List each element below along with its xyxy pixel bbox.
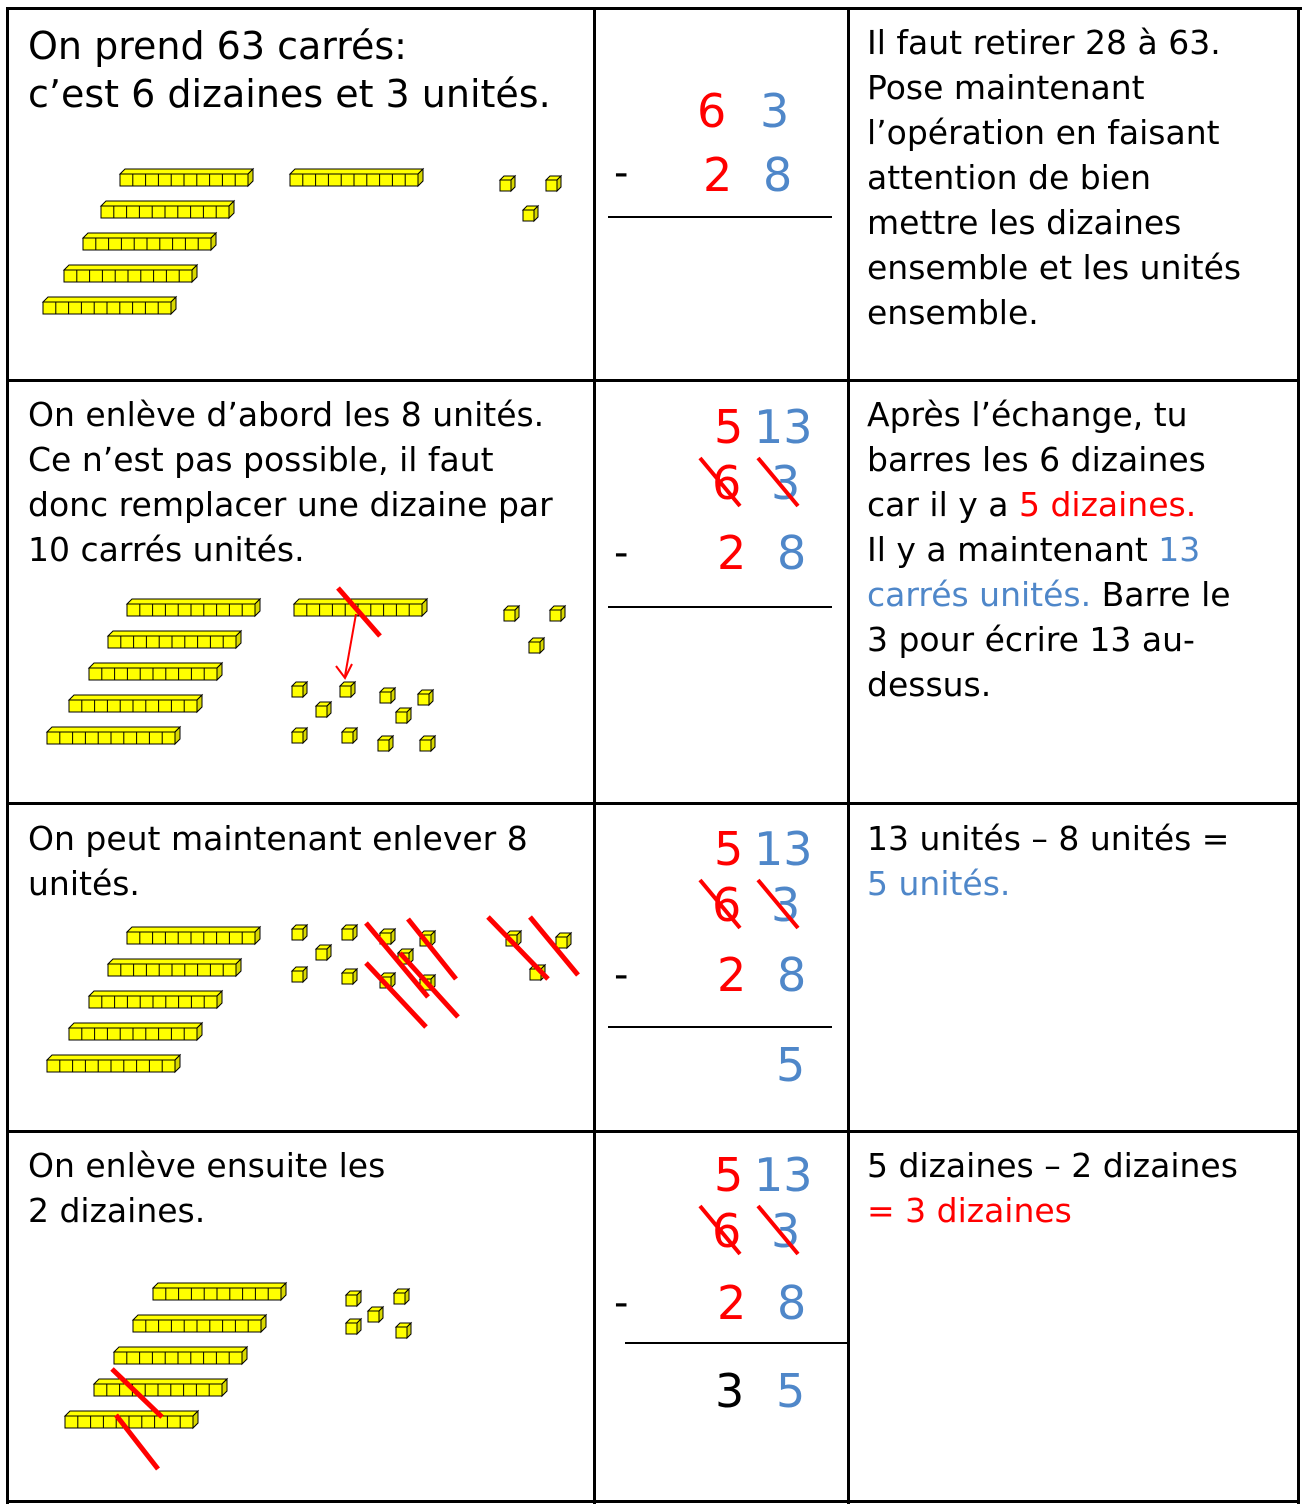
ten-rod xyxy=(108,631,241,648)
row3-new-units: 13 xyxy=(754,822,813,876)
unit-cube xyxy=(523,206,538,221)
ten-rod xyxy=(89,663,222,680)
ten-rod xyxy=(153,1283,286,1300)
unit-cube xyxy=(346,1319,361,1334)
row4-crossed-units: 3 xyxy=(771,1204,801,1258)
unit-cube xyxy=(292,682,307,697)
row4-operation-line xyxy=(625,1342,847,1344)
ten-rod xyxy=(127,927,260,944)
ten-rod xyxy=(101,201,234,218)
unit-cube xyxy=(418,690,433,705)
unit-cube xyxy=(396,1323,411,1338)
row3-subtrahend-tens: 2 xyxy=(717,948,747,1002)
ten-rod xyxy=(120,169,253,186)
row2-subtrahend-tens: 2 xyxy=(717,526,747,580)
ten-rod xyxy=(94,1379,227,1396)
unit-cube xyxy=(346,1291,361,1306)
row1-units-digit: 3 xyxy=(760,84,790,138)
row3-result-units: 5 xyxy=(776,1038,806,1092)
row1-subtrahend-units: 8 xyxy=(763,148,793,202)
unit-cube xyxy=(368,1307,383,1322)
row4-result-units: 5 xyxy=(776,1364,806,1418)
row2-new-tens: 5 xyxy=(714,400,744,454)
row3-new-tens: 5 xyxy=(714,822,744,876)
ten-rod xyxy=(114,1347,247,1364)
unit-cube xyxy=(556,933,571,948)
row2-minus-sign: - xyxy=(614,530,629,576)
row3-base-ten-blocks xyxy=(0,805,593,1130)
row2-base-ten-blocks xyxy=(0,382,593,802)
ten-rod xyxy=(43,297,176,314)
unit-cube xyxy=(316,702,331,717)
ten-rod xyxy=(47,727,180,744)
ten-rod xyxy=(290,169,423,186)
unit-cube xyxy=(292,925,307,940)
unit-cube xyxy=(292,967,307,982)
ten-rod xyxy=(69,695,202,712)
row2-crossed-tens: 6 xyxy=(712,456,742,510)
row3-operation-line xyxy=(608,1026,832,1028)
ten-rod xyxy=(133,1315,266,1332)
row4-subtrahend-tens: 2 xyxy=(717,1276,747,1330)
row4-base-ten-blocks xyxy=(0,1133,593,1500)
unit-cube xyxy=(292,728,307,743)
grid-col-divider-1 xyxy=(593,7,596,1504)
unit-cube xyxy=(529,638,544,653)
ten-rod xyxy=(47,1055,180,1072)
unit-cube xyxy=(342,969,357,984)
ten-rod xyxy=(69,1023,202,1040)
ten-rod xyxy=(127,599,260,616)
unit-cube xyxy=(396,708,411,723)
row2-crossed-units: 3 xyxy=(771,456,801,510)
exchange-arrow-head xyxy=(336,664,352,678)
row4-minus-sign: - xyxy=(614,1280,629,1326)
unit-cube xyxy=(378,736,393,751)
ten-rod xyxy=(64,265,197,282)
row4-crossed-tens: 6 xyxy=(712,1204,742,1258)
row1-minus-sign: - xyxy=(614,150,629,196)
row2-subtrahend-units: 8 xyxy=(777,526,807,580)
ten-rod xyxy=(108,959,241,976)
row3-instruction: 13 unités – 8 unités = 5 unités. xyxy=(867,819,1230,903)
ten-rod xyxy=(89,991,222,1008)
row4-new-units: 13 xyxy=(754,1148,813,1202)
row1-operation-line xyxy=(608,216,832,218)
unit-cube xyxy=(394,1289,409,1304)
row2-strike-marks xyxy=(690,450,820,520)
ten-rod xyxy=(83,233,216,250)
unit-cube xyxy=(420,736,435,751)
unit-cube xyxy=(546,176,561,191)
row4-explanation: On enlève ensuite les 2 dizaines. xyxy=(28,1146,386,1230)
unit-cube xyxy=(550,606,565,621)
unit-cube xyxy=(504,606,519,621)
unit-cube xyxy=(340,682,355,697)
row2-new-units: 13 xyxy=(754,400,813,454)
row2-operation-line xyxy=(608,606,832,608)
row1-tens-digit: 6 xyxy=(697,84,727,138)
row3-explanation: On peut maintenant enlever 8 unités. xyxy=(28,819,528,903)
row4-new-tens: 5 xyxy=(714,1148,744,1202)
row3-subtrahend-units: 8 xyxy=(777,948,807,1002)
grid-col-divider-2 xyxy=(847,7,850,1504)
row1-base-ten-blocks xyxy=(0,0,593,379)
row3-crossed-units: 3 xyxy=(771,878,801,932)
unit-cube xyxy=(380,688,395,703)
row3-crossed-tens: 6 xyxy=(712,878,742,932)
grid-border-bottom xyxy=(6,1500,1300,1503)
row4-subtrahend-units: 8 xyxy=(777,1276,807,1330)
row3-strike-marks xyxy=(690,872,820,942)
row1-instruction: Il faut retirer 28 à 63. Pose maintenant l’opération en faisant attention de bien mettre les dizaines ensemble et les unités ensemble. xyxy=(867,23,1242,332)
row3-minus-sign: - xyxy=(614,952,629,998)
row4-instruction: 5 dizaines – 2 dizaines = 3 dizaines xyxy=(867,1146,1238,1230)
row4-result-tens: 3 xyxy=(715,1364,745,1418)
unit-cube xyxy=(316,945,331,960)
ten-rod xyxy=(65,1411,198,1428)
row4-strike-marks xyxy=(690,1198,820,1268)
row1-subtrahend-tens: 2 xyxy=(703,148,733,202)
unit-cube xyxy=(342,925,357,940)
unit-cube xyxy=(500,176,515,191)
grid-border-right xyxy=(1297,7,1300,1504)
row2-explanation: On enlève d’abord les 8 unités. Ce n’est pas possible, il faut donc remplacer une dizaine par 10 carrés unités. xyxy=(28,395,553,569)
row2-instruction: Après l’échange, tu barres les 6 dizaines car il y a 5 dizaines. Il y a maintenant 13 carrés unités. Barre le 3 pour écrire 13 au- dessus. xyxy=(867,395,1231,704)
row1-explanation: On prend 63 carrés: c’est 6 dizaines et 3 unités. xyxy=(28,24,551,116)
unit-cube xyxy=(342,728,357,743)
